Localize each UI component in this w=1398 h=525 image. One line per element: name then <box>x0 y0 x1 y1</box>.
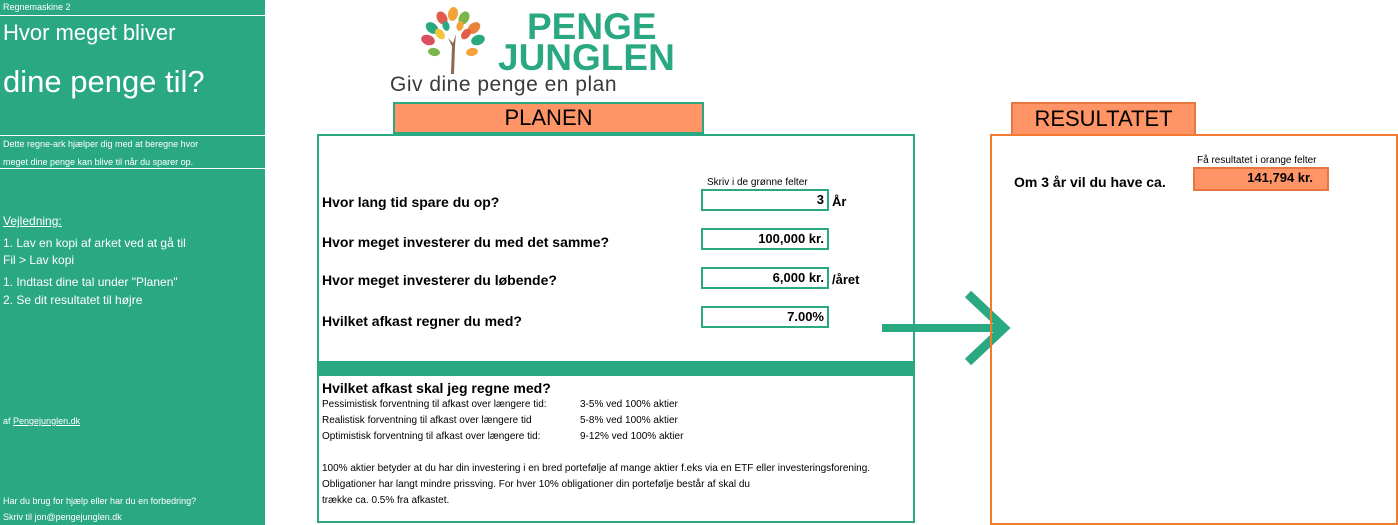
result-header: RESULTATET <box>1011 102 1196 136</box>
question-ongoing: Hvor meget investerer du løbende? <box>322 272 557 288</box>
plan-header: PLANEN <box>393 102 704 134</box>
author-link[interactable]: Pengejunglen.dk <box>13 416 81 426</box>
info-row-value: 9-12% ved 100% aktier <box>580 431 684 442</box>
tree-logo-icon <box>418 6 488 74</box>
logo-word-junglen: JUNGLEN <box>498 37 675 78</box>
sheet-name: Regnemaskine 2 <box>3 2 71 12</box>
description-line2: meget dine penge kan blive til når du sparer op. <box>3 157 194 167</box>
info-row-label: Pessimistisk forventning til afkast over længere tid: <box>322 399 547 410</box>
duration-unit: År <box>832 194 847 209</box>
author-prefix: af <box>3 416 11 426</box>
divider <box>0 15 265 16</box>
question-initial: Hvor meget investerer du med det samme? <box>322 234 610 250</box>
info-row-value: 3-5% ved 100% aktier <box>580 399 678 410</box>
info-row-label: Realistisk forventning til afkast over længere tid <box>322 415 532 426</box>
guide-step-1b: Fil > Lav kopi <box>3 253 75 267</box>
author-credit <box>3 416 80 426</box>
duration-input[interactable]: 3 <box>701 189 829 211</box>
ongoing-unit: /året <box>832 272 860 287</box>
divider <box>0 168 265 169</box>
page-title-line1: Hvor meget bliver <box>3 20 176 45</box>
logo-tagline: Giv dine penge en plan <box>390 73 617 96</box>
description-line1: Dette regne-ark hjælper dig med at beregne hvor <box>3 139 199 149</box>
question-duration: Hvor lang tid spare du op? <box>322 194 500 210</box>
help-line2: Skriv til jon@pengejunglen.dk <box>3 512 122 522</box>
result-label: Om 3 år vil du have ca. <box>1014 174 1166 190</box>
info-row-value: 5-8% ved 100% aktier <box>580 415 678 426</box>
result-value: 141,794 kr. <box>1193 167 1329 191</box>
ongoing-investment-input[interactable]: 6,000 kr. <box>701 267 829 289</box>
question-return: Hvilket afkast regner du med? <box>322 313 522 329</box>
info-heading: Hvilket afkast skal jeg regne med? <box>322 380 551 396</box>
page-title-line2: dine penge til? <box>3 64 205 99</box>
help-line1: Har du brug for hjælp eller har du en forbedring? <box>3 496 197 506</box>
guide-step-2: 1. Indtast dine tal under "Planen" <box>3 275 178 289</box>
note-line1: 100% aktier betyder at du har din investering i en bred portefølje af mange aktier f.eks via en ETF eller investeringsforening. <box>322 463 871 474</box>
sidebar <box>0 0 265 525</box>
result-instruction: Få resultatet i orange felter <box>1197 155 1317 166</box>
result-panel <box>990 134 1398 525</box>
logo-word-penge: PENGE <box>527 6 657 47</box>
guide-step-1: 1. Lav en kopi af arket ved at gå til <box>3 236 186 250</box>
note-line3: trække ca. 0.5% fra afkastet. <box>322 495 450 506</box>
section-divider-bar <box>319 361 913 376</box>
note-line2: Obligationer har langt mindre prissving. For hver 10% obligationer din portefølje består af skal du <box>322 479 750 490</box>
divider <box>0 135 265 136</box>
initial-investment-input[interactable]: 100,000 kr. <box>701 228 829 250</box>
guide-heading: Vejledning: <box>3 214 62 228</box>
plan-instruction: Skriv i de grønne felter <box>707 177 808 188</box>
info-row-label: Optimistisk forventning til afkast over længere tid: <box>322 431 541 442</box>
guide-step-3: 2. Se dit resultatet til højre <box>3 293 143 307</box>
return-rate-input[interactable]: 7.00% <box>701 306 829 328</box>
